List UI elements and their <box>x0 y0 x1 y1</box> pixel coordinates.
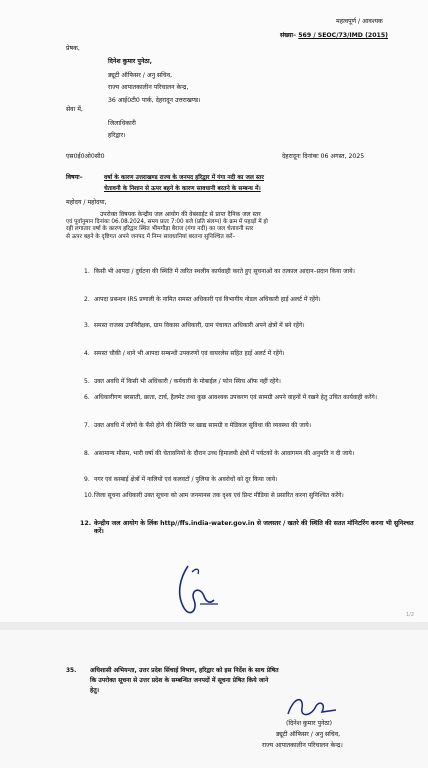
list-item <box>84 476 414 484</box>
sender-office: राज्य आपातकालीन परिचालन केन्द्र, <box>108 84 189 91</box>
list-item-number: 9. <box>84 476 90 483</box>
salutation: महोदय / महोदया, <box>66 199 107 206</box>
letter-number-label: संख्या– <box>280 32 297 39</box>
list-item <box>84 394 414 402</box>
list-item-number: 8. <box>84 450 90 457</box>
sender-label: प्रेषक, <box>66 45 80 52</box>
list-item <box>84 350 414 358</box>
sender-designation: ड्यूटी ऑफिसर / अनु सचिव, <box>108 72 173 79</box>
list-item-text: आपदा प्रबन्धन IRS प्रणाली के नामित समस्त अधिकारी एवं विभागीय नोडल अधिकारी हाई अलर्ट में रहेंगे। <box>94 296 321 303</box>
list-item-text: असामान्य मौसम, भारी वर्षा की चेतावनियों के दौरान उच्च हिमालयी क्षेत्रों में पर्यटकों के आवागमन की अनुमति न दी जाये। <box>94 450 355 457</box>
signoff-office: राज्य आपातकालीन परिचालन केन्द्र। <box>262 742 343 749</box>
list-item-text: उक्त अवधि में किसी भी अधिकारी / कर्मचारी के मोबाईल / फोन स्विच ऑफ नहीं रहेंगे। <box>94 378 281 385</box>
subject-line-2: चेतावनी के निशान से ऊपर बहने के कारण सावधानी बरतने के सम्बन्ध में। <box>104 186 261 192</box>
subject-line-1: वर्षा के कारण उत्तराखण्ड राज्य के जनपद हरिद्वार में गंगा नदी का जल स्तर <box>104 175 264 181</box>
intro-paragraph <box>66 211 416 241</box>
recipient-label: सेवा में, <box>66 106 83 113</box>
page-marker: 1/2 <box>405 612 414 618</box>
list-item-text: समस्त चौकी / थाने भी आपदा सम्बन्धी उपकरणों एवं वायरलेस सहित हाई अलर्ट में रहेंगे। <box>94 350 285 357</box>
list-item-number: 2. <box>84 296 90 303</box>
list-item-number: 4. <box>84 350 90 357</box>
list-item-text: नगर एवं कस्बाई क्षेत्रों में नालियों एवं कलवटों / पुलिया के अवरोधों को दूर किया जाये। <box>94 476 278 483</box>
intro-line: रही लगातार वर्षा के कारण हरिद्वार स्थित भीमगौड़ा बैराज (गंगा नदी) का जल चेतावनी स्तर <box>66 226 254 233</box>
list-item <box>84 492 414 500</box>
list-item-number: 7. <box>84 422 90 429</box>
letter-page-2 <box>0 630 428 768</box>
list-item-number: 3. <box>84 322 90 329</box>
list-item <box>80 520 414 537</box>
signature-image <box>170 560 230 624</box>
list-item-text: किसी भी आपदा / दुर्घटना की स्थिति में त्वरित स्थलीय कार्यवाही करते हुए सूचनाओं का तत्काल आदान–प्रदान किया जाये। <box>94 268 355 275</box>
signoff-name: (दिनेश कुमार पुनेठा) <box>286 720 333 727</box>
list-item <box>84 422 414 430</box>
list-item <box>84 378 414 386</box>
list-item-number: 12. <box>80 520 92 527</box>
list-item-text: उक्त अवधि में लोगों के फँसे होने की स्थिति पर खाद्य सामग्री व मेडिकल सुविधा की व्यवस्था की जाये। <box>94 422 312 429</box>
copy-line: हेतु। <box>90 687 100 694</box>
list-item-text: केन्द्रीय जल आयोग के लिंक http//ffs.india-water.gov.in से जलस्तर / खतरे की स्थिति की सतत मॉनिटरिंग करना भी सुनिश्चत करें। <box>94 520 414 536</box>
letter-number <box>280 32 388 40</box>
list-item-number: 5. <box>84 378 90 385</box>
list-item-number: 10. <box>84 492 94 499</box>
list-item-text: जिला सूचना अधिकारी उक्त सूचना को आम जनमानस तक दृश्य एवं प्रिन्ट मीडिया से प्रसारित करना सुनिश्चित करेंगे। <box>94 492 344 499</box>
copy-number: 35. <box>66 668 77 674</box>
signature-image <box>282 692 342 722</box>
list-item <box>84 268 414 276</box>
intro-line: से ऊपर बहने के दृष्टिगत अपने जनपद में निम्न सावधानियां बरतना सुनिश्चित करें– <box>66 233 236 240</box>
letter-number-value: 569 / SEOC/73/IMD (2015) <box>298 32 388 39</box>
reference-code: एस0ई0ओ0सी0 <box>66 153 105 160</box>
sender-address: 36 आई0टी0 पार्क, देहरादून उत्तराखण्ड। <box>108 97 201 104</box>
list-item <box>84 450 414 458</box>
subject-label: विषयः– <box>66 174 83 181</box>
list-item-text: अधिकारीगण बरसाती, छाता, टार्च, हैलमेट तथा कुछ आवश्यक उपकरण एवं सामग्री अपने वाहनों में रखने हेतु उचित कार्यवाही करेंगे। <box>94 394 378 401</box>
list-item <box>84 296 414 304</box>
copy-line: अधिशासी अभियन्ता, उत्तर प्रदेश सिंचाई विभाग, हरिद्वार को इस निर्देश के साथ प्रेषित <box>90 667 279 674</box>
intro-line: उपरोक्त विषयक केन्द्रीय जल आयोग की वेबसाईट से प्राप्त दैनिक जल स्तर <box>100 211 261 218</box>
recipient-name: जिलाधिकारी <box>108 120 136 127</box>
list-item-text: समस्त राजस्व उपनिरीक्षक, ग्राम विकास अधिकारी, ग्राम पंचायत अधिकारी अपने क्षेत्रों में बने रहेंगे। <box>94 322 305 329</box>
intro-line: एवं पूर्वानुमान दिनांकः 06.08.2024, समय प्रातः 7:00 बजे (प्रति संलग्न) के क्रम में पहाड़ों में हो <box>66 218 268 225</box>
list-item <box>84 322 414 330</box>
sender-name: दिनेश कुमार पुनेठा, <box>108 58 152 65</box>
copy-line: कि उपरोक्त सूचना से उत्तर प्रदेश के सम्बन्धित जनपदों में सूचना प्रेषित किये जाने <box>90 677 269 684</box>
recipient-place: हरिद्वार। <box>108 132 126 139</box>
priority-label: महत्वपूर्ण / आवश्यक <box>336 18 383 25</box>
signoff-designation: ड्यूटी ऑफिसर / अनु सचिव, <box>276 731 341 738</box>
list-item-number: 1. <box>84 268 90 275</box>
letter-date: देहरादूनः दिनांकः 06 अगस्त, 2025 <box>282 153 365 160</box>
list-item-number: 6. <box>84 394 90 401</box>
